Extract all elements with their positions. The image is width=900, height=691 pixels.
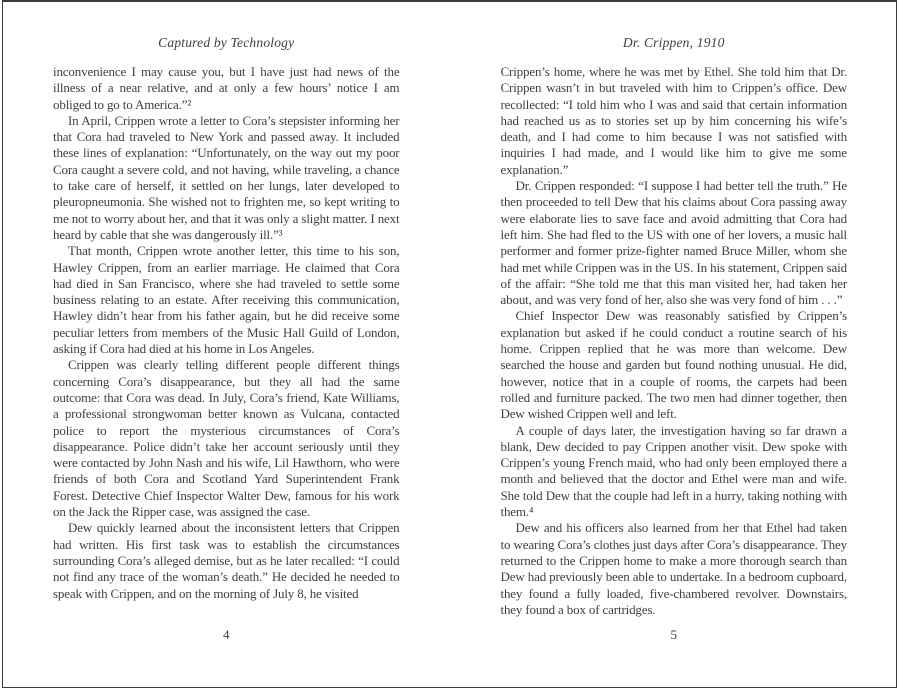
left-running-header: Captured by Technology [158, 35, 295, 50]
paragraph: Dew and his officers also learned from her that Ethel had taken to wearing Cora’s clothes just days after Cora’s disappearance. They returned to the Crippen home to make a more thorough search than Dew had previously been able to undertake. In a bedroom cupboard, they found a fully loaded, five-chambered revolver. Downstairs, they found a box of cartridges. [500, 520, 847, 617]
paragraph: Crippen’s home, where he was met by Ethel. She told him that Dr. Crippen wasn’t in but traveled with him to Crippen’s office. Dew recollected: “I told him who I was and said that certain information had reached us as to stories set up by him concerning his wife’s death, and I had come to him because I was not satisfied with inquiries I had made, and I would like him to give me some explanation.” [500, 64, 847, 177]
paragraph: Crippen was clearly telling different people different things concerning Cora’s disappearance, but they all had the same outcome: that Cora was dead. In July, Cora’s friend, Kate Williams, a professional strongwoman better known as Vulcana, contacted police to report the mysterious circumstances of Cora’s disappearance. Police didn’t take her account seriously until they were contacted by John Nash and his wife, Lil Hawthorn, who were friends of both Cora and Scotland Yard Superintendent Frank Forest. Detective Chief Inspector Walter Dew, famous for his work on the Jack the Ripper case, was assigned the case. [53, 357, 400, 520]
paragraph: A couple of days later, the investigation having so far drawn a blank, Dew decided to pay Crippen another visit. Dew spoke with Crippen’s young French maid, who had only been employed there a month and believed that the doctor and Ethel were man and wife. She told Dew that the couple had left in a hurry, taking nothing with them.⁴ [500, 422, 847, 520]
right-page [501, 35, 848, 647]
paragraph: In April, Crippen wrote a letter to Cora’s stepsister informing her that Cora had traveled to New York and passed away. It included these lines of explanation: “Unfortunately, on the way out my poor Cora caught a severe cold, and not having, while traveling, a chance to take care of herself, it settled on her lungs, later developed to pleuropneumonia. She wished not to frighten me, so kept writing to me not to worry about her, and that it was only a slight matter. I next heard by cable that she was dangerously ill.”³ [53, 112, 400, 242]
right-page-number: 5 [670, 627, 677, 642]
two-page-spread [53, 35, 847, 647]
right-running-header: Dr. Crippen, 1910 [622, 35, 725, 50]
left-page [53, 35, 400, 647]
paragraph: Chief Inspector Dew was reasonably satisfied by Crippen’s explanation but asked if he could conduct a routine search of his home. Crippen replied that he was more than welcome. Dew searched the house and garden but found nothing unusual. He did, however, notice that in a couple of rooms, the carpets had been rolled and furniture packed. The two men had dinner together, then Dew wished Crippen well and left. [500, 308, 847, 422]
right-page-body [501, 64, 848, 618]
paragraph: That month, Crippen wrote another letter, this time to his son, Hawley Crippen, from an earlier marriage. He claimed that Cora had died in San Francisco, where she had traveled to settle some business relating to an estate. After receiving this communication, Hawley didn’t hear from his father again, but he did receive some peculiar letters from members of the Music Hall Guild of London, asking if Cora had died at his home in Los Angeles. [53, 243, 400, 357]
paragraph: inconvenience I may cause you, but I have just had news of the illness of a near relative, and at only a few hours’ notice I am obliged to go to America.”² [53, 64, 400, 112]
left-page-number: 4 [223, 627, 230, 642]
left-page-body [53, 64, 400, 602]
paragraph: Dew quickly learned about the inconsistent letters that Crippen had written. His first task was to establish the circumstances surrounding Cora’s alleged demise, but as he later recalled: “I could not find any trace of the woman’s death.” He decided he needed to speak with Crippen, and on the morning of July 8, he visited [53, 520, 400, 601]
paragraph: Dr. Crippen responded: “I suppose I had better tell the truth.” He then proceeded to tell Dew that his claims about Cora passing away were elaborate lies to save face and avoid admitting that Cora had left him. She had fled to the US with one of her lovers, a music hall performer and former prize-fighter named Bruce Miller, whom she had met while Crippen was in the US. In his statement, Crippen said of the affair: “She told me that this man visited her, had taken her about, and was very fond of her, also she was very fond of him . . .” [500, 178, 847, 308]
